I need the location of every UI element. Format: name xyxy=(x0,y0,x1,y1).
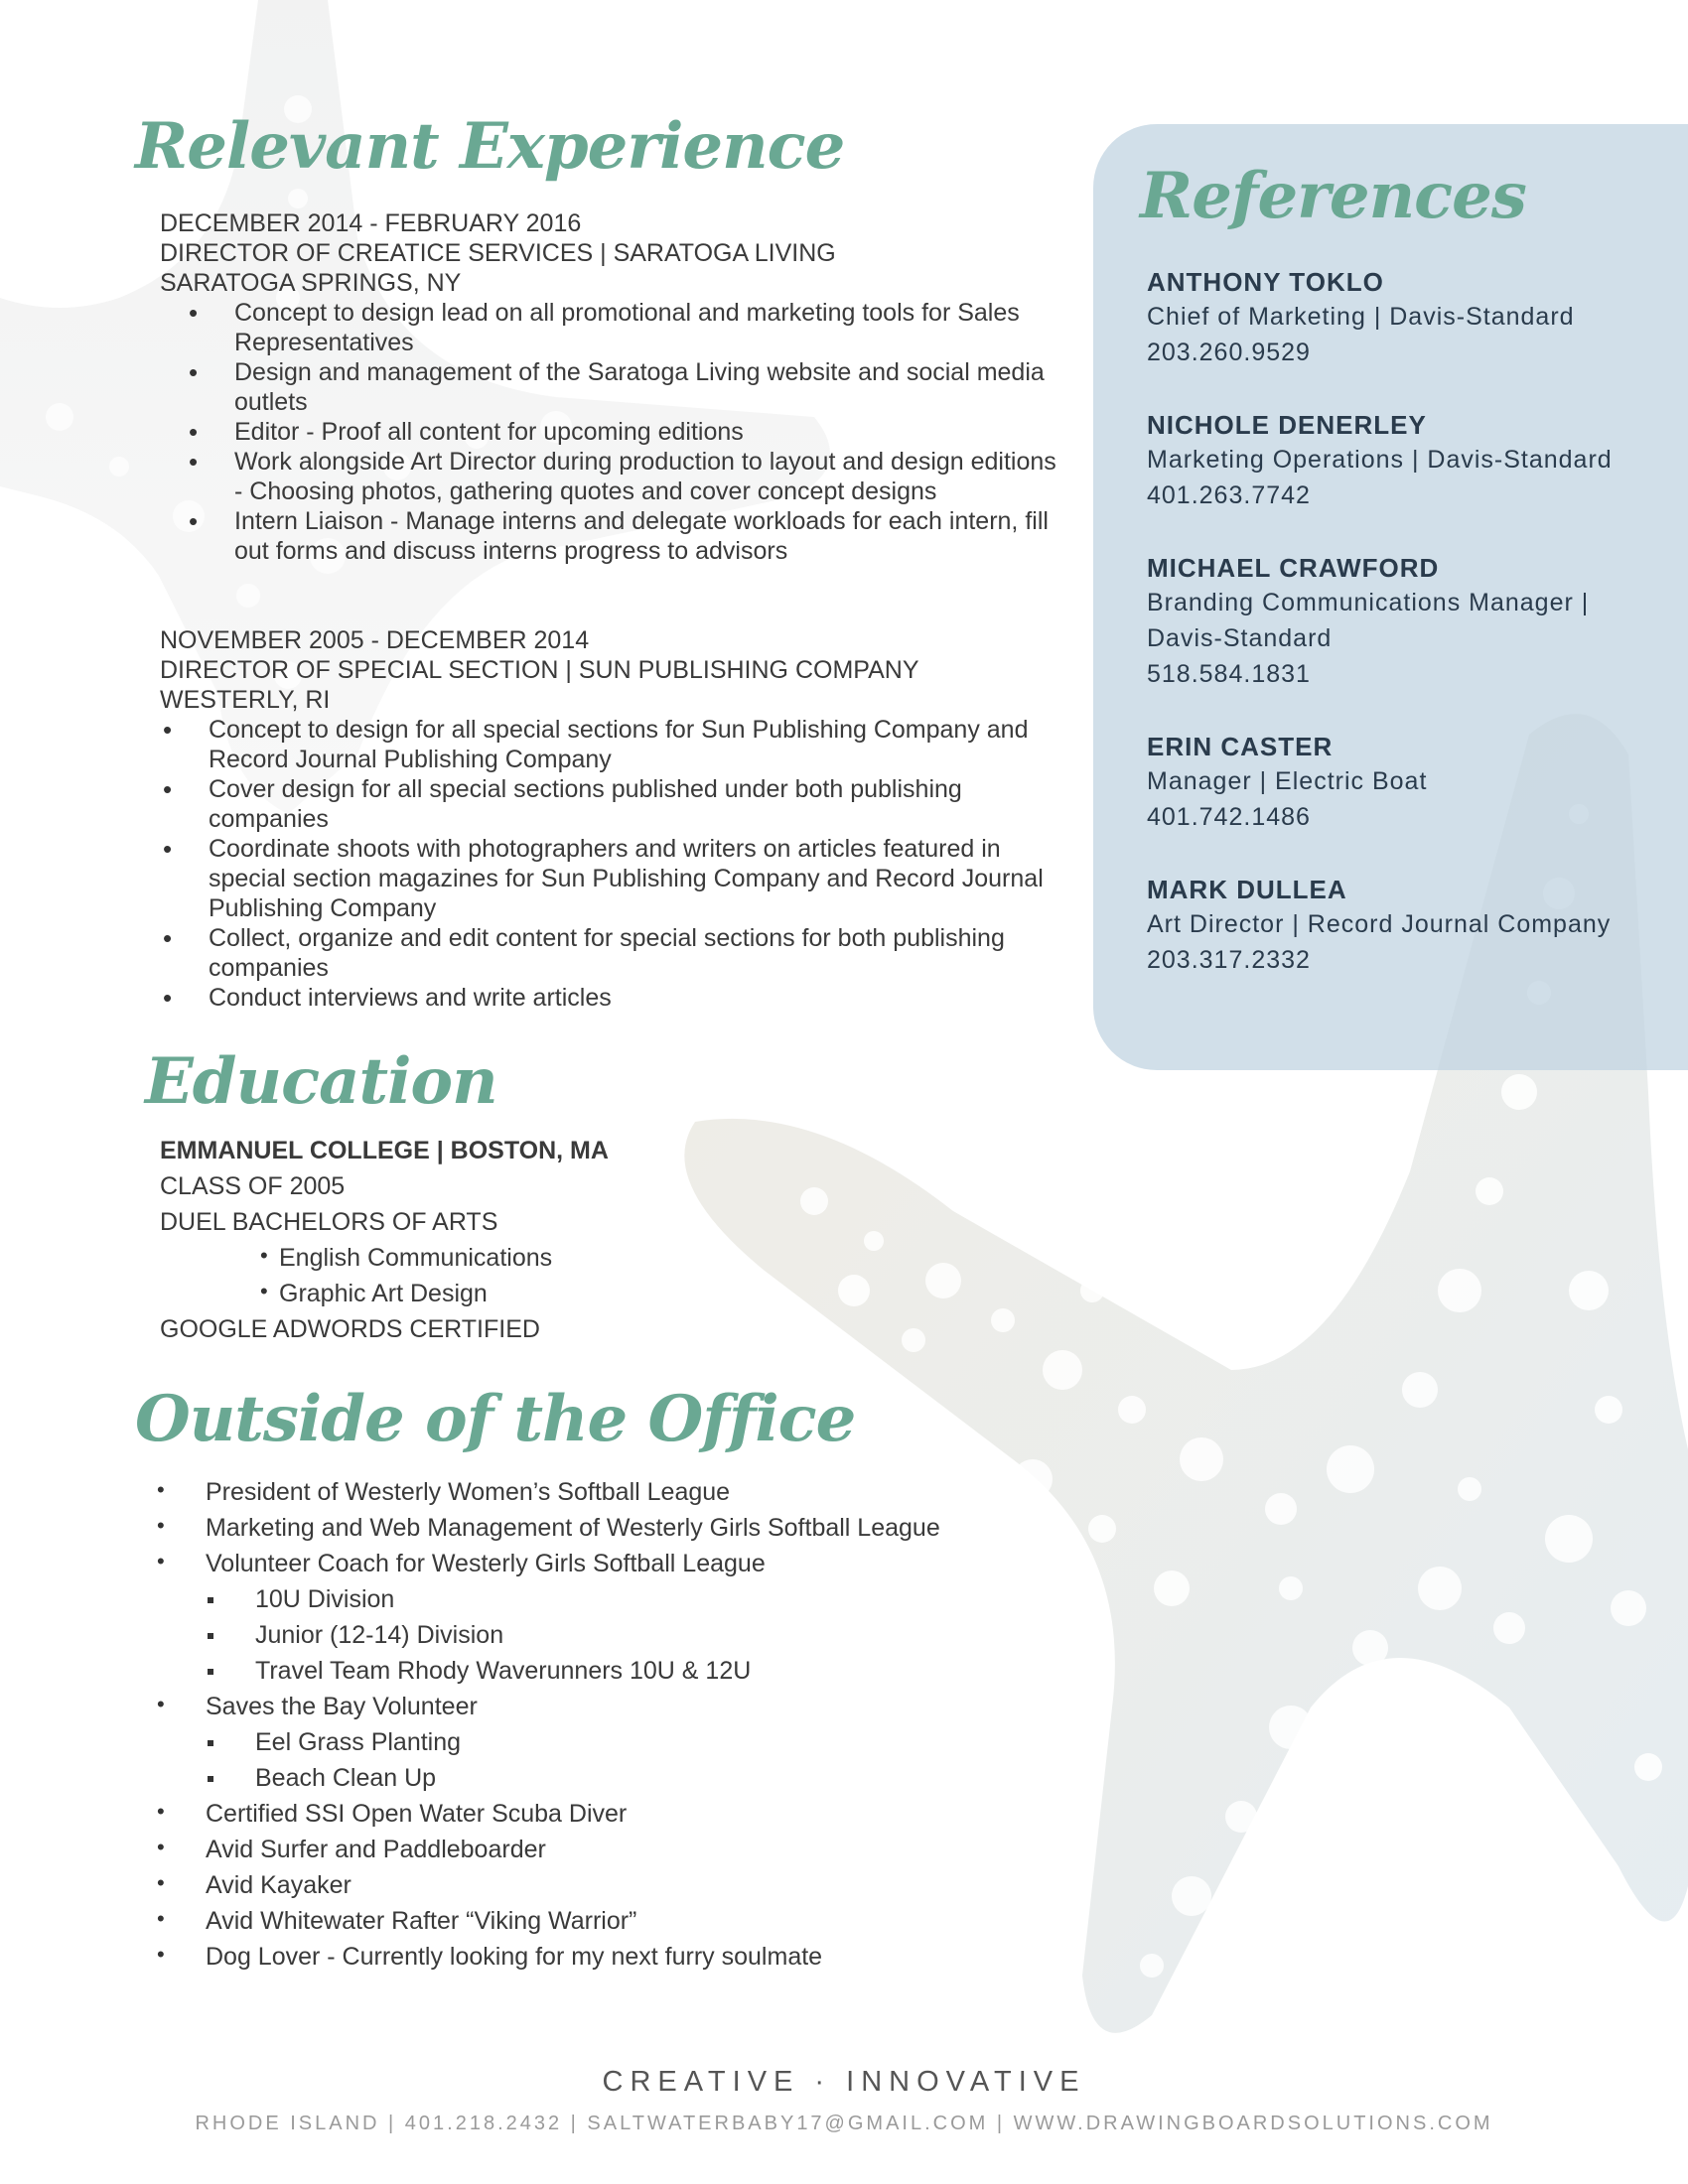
outside-item-6: Avid Surfer and Paddleboarder xyxy=(206,1836,546,1863)
reference-1-name: ANTHONY TOKLO xyxy=(1147,267,1384,297)
job-1-location: SARATOGA SPRINGS, NY xyxy=(160,269,462,297)
square-bullet-icon xyxy=(208,1669,213,1675)
job-2-bullet-5: • Conduct interviews and write articles xyxy=(209,983,1062,1013)
bullet-icon: • xyxy=(260,1243,268,1268)
job-1-bullet-4: • Work alongside Art Director during production to layout and design editions - Choosing photos, gathering quotes and cover concept designs xyxy=(234,447,1068,506)
references-heading: References xyxy=(1140,159,1526,233)
square-bullet-icon xyxy=(208,1597,213,1603)
outside-item-1: President of Westerly Women’s Softball League xyxy=(206,1478,731,1506)
bullet-icon: • xyxy=(157,1870,165,1895)
reference-5-phone: 203.317.2332 xyxy=(1147,946,1311,974)
education-heading: Education xyxy=(145,1044,497,1119)
job-1-bullet-5: • Intern Liaison - Manage interns and delegate workloads for each intern, fill out forms and discuss interns progress to advisors xyxy=(234,506,1068,566)
job-1-bullets xyxy=(234,298,1068,566)
reference-3-role: Branding Communications Manager | xyxy=(1147,589,1590,616)
job-2-dates: NOVEMBER 2005 - DECEMBER 2014 xyxy=(160,626,590,654)
job-1-title: DIRECTOR OF CREATICE SERVICES | SARATOGA LIVING xyxy=(160,239,836,267)
education-class: CLASS OF 2005 xyxy=(160,1172,346,1200)
outside-item-8: Avid Whitewater Rafter “Viking Warrior” xyxy=(206,1907,637,1935)
reference-4-role: Manager | Electric Boat xyxy=(1147,767,1428,795)
outside-item-5: Certified SSI Open Water Scuba Diver xyxy=(206,1800,628,1828)
outside-item-4: Saves the Bay Volunteer xyxy=(206,1693,478,1720)
job-2-bullet-1: • Concept to design for all special sections for Sun Publishing Company and Record Journal Publishing Company xyxy=(209,715,1062,774)
outside-subitem-5: Beach Clean Up xyxy=(255,1764,437,1792)
reference-3-role-continued: Davis-Standard xyxy=(1147,624,1333,652)
job-1-bullet-2: • Design and management of the Saratoga Living website and social media outlets xyxy=(234,357,1068,417)
education-certification: GOOGLE ADWORDS CERTIFIED xyxy=(160,1315,540,1343)
reference-5-role: Art Director | Record Journal Company xyxy=(1147,910,1612,938)
job-1-dates: DECEMBER 2014 - FEBRUARY 2016 xyxy=(160,209,582,237)
education-major-2: Graphic Art Design xyxy=(279,1280,488,1307)
outside-item-3: Volunteer Coach for Westerly Girls Softball League xyxy=(206,1550,766,1577)
job-2-location: WESTERLY, RI xyxy=(160,686,331,714)
bullet-icon: • xyxy=(157,1477,165,1502)
reference-5-name: MARK DULLEA xyxy=(1147,875,1347,904)
job-1-bullet-3: • Editor - Proof all content for upcoming editions xyxy=(234,417,1068,447)
reference-4-phone: 401.742.1486 xyxy=(1147,803,1311,831)
bullet-icon: • xyxy=(157,1799,165,1824)
reference-4-name: ERIN CASTER xyxy=(1147,732,1334,761)
education-degree: DUEL BACHELORS OF ARTS xyxy=(160,1208,498,1236)
footer-tagline: CREATIVE · INNOVATIVE xyxy=(602,2066,1086,2098)
reference-2-role: Marketing Operations | Davis-Standard xyxy=(1147,446,1613,474)
square-bullet-icon xyxy=(208,1633,213,1639)
square-bullet-icon xyxy=(208,1740,213,1746)
job-2-bullet-3: • Coordinate shoots with photographers and writers on articles featured in special section magazines for Sun Publishing Company and Record Journal Publishing Company xyxy=(209,834,1062,923)
outside-subitem-4: Eel Grass Planting xyxy=(255,1728,462,1756)
education-major-1: English Communications xyxy=(279,1244,553,1272)
experience-heading: Relevant Experience xyxy=(135,109,845,184)
outside-subitem-2: Junior (12-14) Division xyxy=(255,1621,504,1649)
job-2-bullets xyxy=(209,715,1062,1013)
reference-2-name: NICHOLE DENERLEY xyxy=(1147,410,1427,440)
footer-contact: RHODE ISLAND | 401.218.2432 | SALTWATERBABY17@GMAIL.COM | WWW.DRAWINGBOARDSOLUTIONS.COM xyxy=(195,2113,1493,2134)
bullet-icon: • xyxy=(157,1942,165,1967)
job-1 xyxy=(160,208,836,298)
job-1-bullet-1: • Concept to design lead on all promotional and marketing tools for Sales Representatives xyxy=(234,298,1068,357)
outside-subitem-3: Travel Team Rhody Waverunners 10U & 12U xyxy=(255,1657,752,1685)
education-school: EMMANUEL COLLEGE | BOSTON, MA xyxy=(160,1137,609,1164)
bullet-icon: • xyxy=(157,1692,165,1716)
reference-1-phone: 203.260.9529 xyxy=(1147,339,1311,366)
outside-item-2: Marketing and Web Management of Westerly Girls Softball League xyxy=(206,1514,940,1542)
job-2-bullet-4: • Collect, organize and edit content for special sections for both publishing companies xyxy=(209,923,1062,983)
bullet-icon: • xyxy=(157,1835,165,1859)
reference-1-role: Chief of Marketing | Davis-Standard xyxy=(1147,303,1575,331)
job-2-bullet-2: • Cover design for all special sections published under both publishing companies xyxy=(209,774,1062,834)
reference-3-phone: 518.584.1831 xyxy=(1147,660,1311,688)
job-2-title: DIRECTOR OF SPECIAL SECTION | SUN PUBLISHING COMPANY xyxy=(160,656,919,684)
job-2 xyxy=(160,625,919,715)
outside-subitem-1: 10U Division xyxy=(255,1585,395,1613)
bullet-icon: • xyxy=(157,1549,165,1573)
reference-2-phone: 401.263.7742 xyxy=(1147,481,1311,509)
square-bullet-icon xyxy=(208,1776,213,1782)
outside-item-9: Dog Lover - Currently looking for my next furry soulmate xyxy=(206,1943,823,1971)
outside-item-7: Avid Kayaker xyxy=(206,1871,352,1899)
outside-heading: Outside of the Office xyxy=(135,1382,856,1456)
bullet-icon: • xyxy=(157,1906,165,1931)
bullet-icon: • xyxy=(260,1279,268,1303)
bullet-icon: • xyxy=(157,1513,165,1538)
reference-3-name: MICHAEL CRAWFORD xyxy=(1147,553,1440,583)
